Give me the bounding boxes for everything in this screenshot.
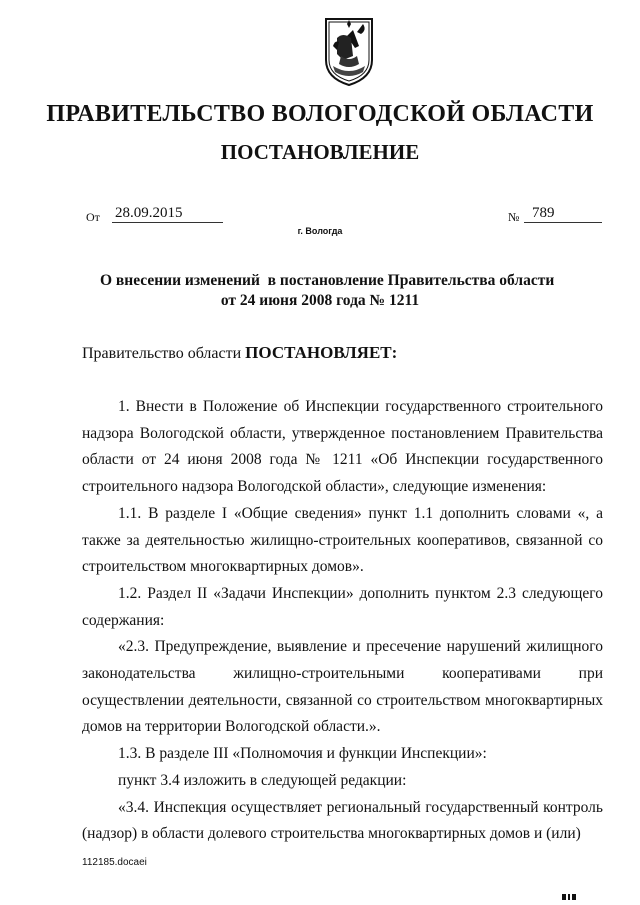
paragraph-1-2: 1.2. Раздел II «Задачи Инспекции» дополнить пунктом 2.3 следующего содержания: bbox=[82, 584, 603, 629]
preamble bbox=[82, 343, 397, 363]
footer-file-code: 112185.docaei bbox=[82, 857, 147, 868]
paragraph-2-3-quote: «2.3. Предупреждение, выявление и пресечение нарушений жилищного законодательства жилищно-строительными кооперативами при осуществлении деятельности, связанной со строительством многоквартирных домов на территории Вологодской области.». bbox=[82, 638, 603, 736]
document-body bbox=[82, 394, 603, 848]
number-label: № bbox=[508, 210, 520, 224]
paragraph-1-1: 1.1. В разделе I «Общие сведения» пункт 1.1 дополнить словами «, а также за деятельностью жилищно-строительных кооперативов, связанной со строительством многоквартирных домов». bbox=[82, 504, 603, 576]
subject-line-2: от 24 июня 2008 года № 1211 bbox=[220, 292, 420, 309]
government-title: ПРАВИТЕЛЬСТВО ВОЛОГОДСКОЙ ОБЛАСТИ bbox=[46, 101, 594, 127]
document-type-title: ПОСТАНОВЛЕНИЕ bbox=[220, 140, 420, 164]
paragraph-1-3: 1.3. В разделе III «Полномочия и функции Инспекции»: bbox=[118, 745, 487, 763]
subject-line-1: О внесении изменений в постановление Правительства области bbox=[100, 272, 555, 289]
preamble-decree-word: ПОСТАНОВЛЯЕТ: bbox=[245, 343, 398, 362]
paragraph-3-4-intro: пункт 3.4 изложить в следующей редакции: bbox=[118, 771, 407, 789]
document-subject bbox=[100, 271, 555, 311]
date-label: От bbox=[86, 210, 100, 224]
date-field: 28.09.2015 bbox=[112, 204, 223, 223]
scan-mark-icon bbox=[562, 893, 576, 901]
coat-of-arms-icon bbox=[323, 16, 375, 88]
preamble-text: Правительство области bbox=[82, 345, 246, 362]
paragraph-3-4-quote: «3.4. Инспекция осуществляет региональный государственный контроль (надзор) в области долевого строительства многоквартирных домов и (или) bbox=[82, 798, 603, 843]
paragraph-1: 1. Внести в Положение об Инспекции государственного строительного надзора Вологодской области, утвержденное постановлением Правительства области от 24 июня 2008 года № 1211 «Об Инспекции государственного строительного надзора Вологодской области», следующие изменения: bbox=[82, 398, 603, 496]
city-label: г. Вологда bbox=[297, 226, 343, 236]
number-field: 789 bbox=[524, 204, 602, 223]
